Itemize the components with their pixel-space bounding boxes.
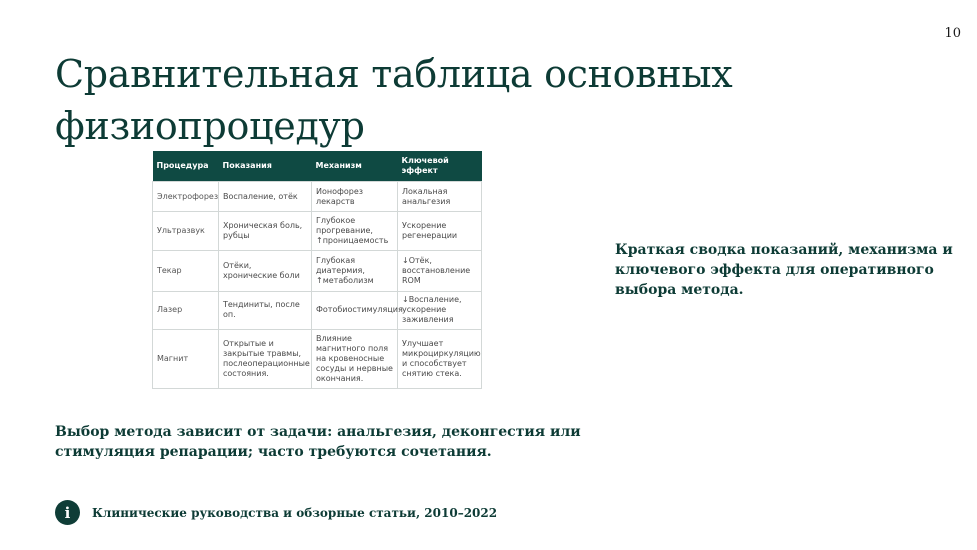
method-choice-note: Выбор метода зависит от задачи: анальгезия, деконгестия или стимуляция репарации; часто требуются сочетания. <box>55 424 581 460</box>
table-row <box>153 330 482 389</box>
cell-procedure: Магнит <box>153 330 219 389</box>
cell-mechanism: Глубокая диатермия, ↑метаболизм <box>312 250 398 291</box>
cell-procedure: Ультразвук <box>153 212 219 251</box>
cell-key-effect: ↓Воспаление, ускорение заживления <box>398 291 482 330</box>
table-header-row <box>153 151 482 182</box>
cell-indications: Воспаление, отёк <box>219 182 312 212</box>
source-footnote <box>55 500 497 525</box>
header-key-effect: Ключевой эффект <box>398 151 482 182</box>
cell-key-effect: Локальная анальгезия <box>398 182 482 212</box>
cell-indications: Хроническая боль, рубцы <box>219 212 312 251</box>
cell-mechanism: Фотобиостимуляция <box>312 291 398 330</box>
comparison-table <box>152 151 481 389</box>
source-text: Клинические руководства и обзорные статьи, 2010–2022 <box>92 505 498 520</box>
info-icon: i <box>55 500 80 525</box>
table-row <box>153 250 482 291</box>
page-title: Сравнительная таблица основных физиопроцедур <box>55 52 733 148</box>
procedures-table <box>152 151 482 389</box>
cell-procedure: Электрофорез <box>153 182 219 212</box>
table-row <box>153 212 482 251</box>
cell-indications: Открытые и закрытые травмы, послеоперационные состояния. <box>219 330 312 389</box>
table-row <box>153 182 482 212</box>
cell-key-effect: Улучшает микроциркуляцию и способствует снятию стека. <box>398 330 482 389</box>
table-row <box>153 291 482 330</box>
cell-mechanism: Ионофорез лекарств <box>312 182 398 212</box>
cell-procedure: Лазер <box>153 291 219 330</box>
cell-key-effect: Ускорение регенерации <box>398 212 482 251</box>
page-number: 10 <box>944 26 961 41</box>
cell-indications: Тендиниты, после оп. <box>219 291 312 330</box>
cell-procedure: Текар <box>153 250 219 291</box>
header-mechanism: Механизм <box>312 151 398 182</box>
summary-text: Краткая сводка показаний, механизма и ключевого эффекта для оперативного выбора метода. <box>615 242 953 298</box>
header-procedure: Процедура <box>153 151 219 182</box>
cell-key-effect: ↓Отёк, восстановление ROM <box>398 250 482 291</box>
cell-mechanism: Влияние магнитного поля на кровеносные сосуды и нервные окончания. <box>312 330 398 389</box>
cell-indications: Отёки, хронические боли <box>219 250 312 291</box>
cell-mechanism: Глубокое прогревание, ↑проницаемость <box>312 212 398 251</box>
header-indications: Показания <box>219 151 312 182</box>
